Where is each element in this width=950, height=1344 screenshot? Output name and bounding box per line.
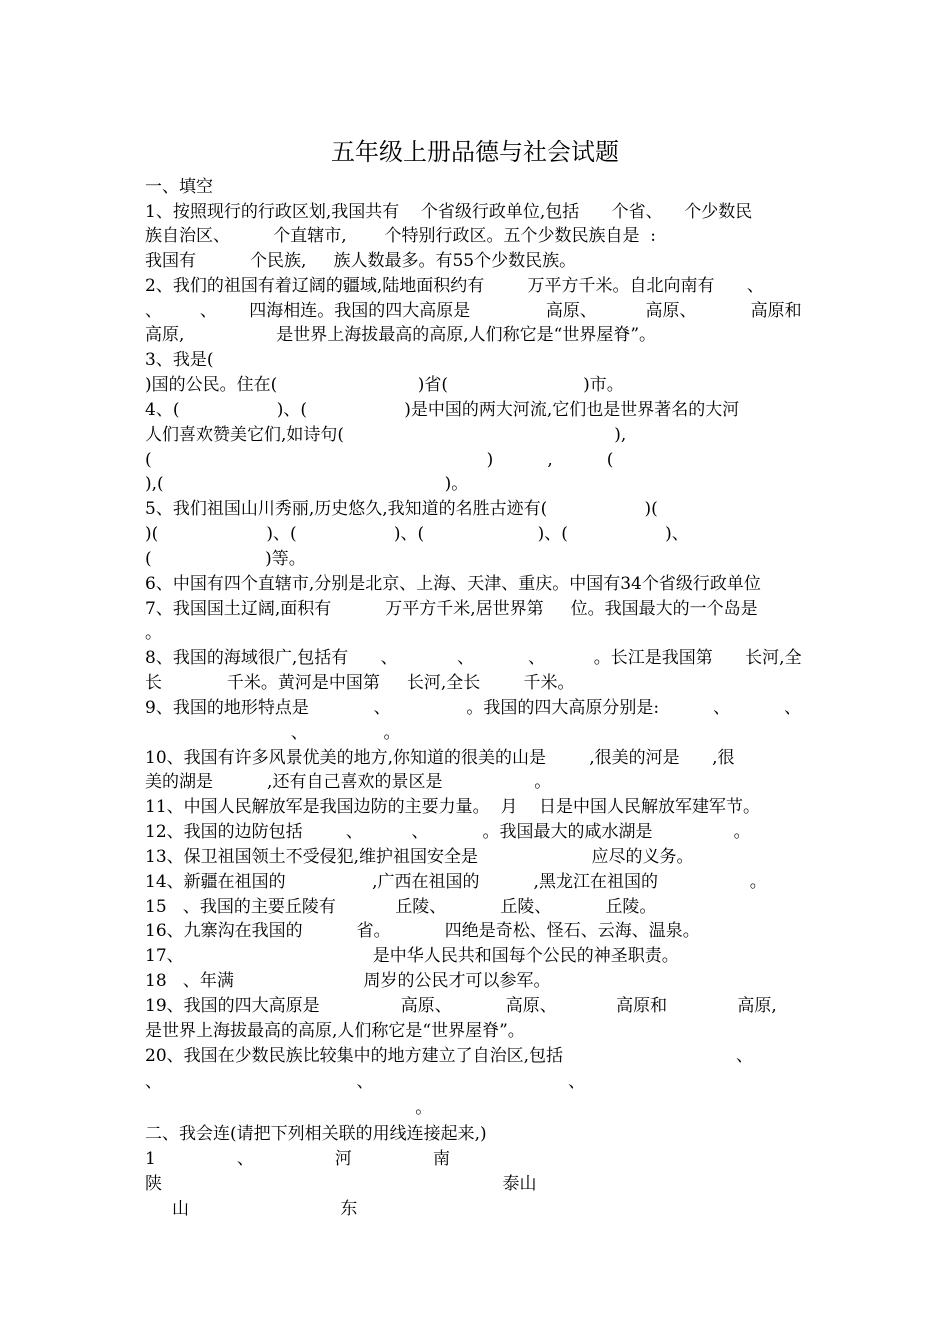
matching-row-1: 1 、 河 南: [145, 1149, 450, 1169]
question-12-line-1: 12、我国的边防包括 、 、 。我国最大的咸水湖是 。: [145, 822, 751, 842]
question-2-line-2: 、 、 四海相连。我国的四大高原是 高原、 高原、 高原和: [145, 301, 802, 321]
question-3-line-1: 3、我是(: [145, 350, 214, 370]
question-13-line-1: 13、保卫祖国领土不受侵犯,维护祖国安全是 应尽的义务。: [145, 847, 694, 867]
section-heading-matching: 二、我会连(请把下列相关联的用线连接起来,): [145, 1124, 487, 1144]
question-4-line-1: 4、( )、( )是中国的两大河流,它们也是世界著名的大河: [145, 400, 740, 420]
question-1-line-3: 我国有 个民族, 族人数最多。有55个少数民族。: [145, 251, 577, 271]
question-2-line-1: 2、我们的祖国有着辽阔的疆域,陆地面积约有 万平方千米。自北向南有 、: [145, 276, 764, 296]
question-19-line-1: 19、我国的四大高原是 高原、 高原、 高原和 高原,: [145, 996, 777, 1016]
question-1-line-2: 族自治区、 个直辖市, 个特别行政区。五个少数民族自是 :: [145, 226, 656, 246]
question-10-line-1: 10、我国有许多风景优美的地方,你知道的很美的山是 ,很美的河是 ,很: [145, 748, 735, 768]
question-7-line-1: 7、我国国土辽阔,面积有 万平方千米,居世界第 位。我国最大的一个岛是: [145, 599, 758, 619]
question-4-line-3: ( ) , (: [145, 450, 614, 470]
question-8-line-2: 长 千米。黄河是中国第 长河,全长 千米。: [145, 673, 575, 693]
question-16-line-1: 16、九寨沟在我国的 省。 四绝是奇松、怪石、云海、温泉。: [145, 921, 700, 941]
question-7-line-2: 。: [145, 623, 162, 643]
matching-row-3: 山 东: [145, 1199, 358, 1219]
question-2-line-3: 高原, 是世界上海拔最高的高原,人们称它是“世界屋脊”。: [145, 325, 657, 345]
question-15-line-1: 15 、我国的主要丘陵有 丘陵、 丘陵、 丘陵。: [145, 897, 657, 917]
question-8-line-1: 8、我国的海域很广,包括有 、 、 、 。长江是我国第 长河,全: [145, 648, 802, 668]
question-14-line-1: 14、新疆在祖国的 ,广西在祖国的 ,黑龙江在祖国的 。: [145, 872, 767, 892]
question-19-line-2: 是世界上海拔最高的高原,人们称它是“世界屋脊”。: [145, 1021, 525, 1041]
question-6-line-1: 6、中国有四个直辖市,分别是北京、上海、天津、重庆。中国有34个省级行政单位: [145, 574, 761, 594]
question-9-line-1: 9、我国的地形特点是 、 。我国的四大高原分别是: 、 、: [145, 698, 802, 718]
question-5-line-2: )( )、( )、( )、( )、: [145, 524, 689, 544]
question-4-line-4: ),( )。: [145, 474, 469, 494]
question-1-line-1: 1、按照现行的行政区划,我国共有 个省级行政单位,包括 个省、 个少数民: [145, 202, 753, 222]
question-5-line-1: 5、我们祖国山川秀丽,历史悠久,我知道的名胜古迹有( )(: [145, 499, 658, 519]
question-17-line-1: 17、 是中华人民共和国每个公民的神圣职责。: [145, 946, 679, 966]
matching-row-2: 陕 泰山: [145, 1174, 537, 1194]
question-20-line-3: 。: [145, 1098, 433, 1118]
question-10-line-2: 美的湖是 ,还有自己喜欢的景区是 。: [145, 772, 552, 792]
question-20-line-1: 20、我国在少数民族比较集中的地方建立了自治区,包括 、: [145, 1046, 753, 1066]
question-5-line-3: ( )等。: [145, 549, 306, 569]
question-20-line-2: 、 、 、: [145, 1072, 586, 1092]
question-11-line-1: 11、中国人民解放军是我国边防的主要力量。 月 日是中国人民解放军建军节。: [145, 797, 761, 817]
question-3-line-2: )国的公民。住在( )省( )市。: [145, 375, 624, 395]
page-title: 五年级上册品德与社会试题: [331, 138, 619, 166]
question-18-line-1: 18 、年满 周岁的公民才可以参军。: [145, 971, 551, 991]
section-heading-fill-blank: 一、填空: [145, 177, 213, 197]
question-9-line-2: 、 。: [145, 723, 401, 743]
question-4-line-2: 人们喜欢赞美它们,如诗句( ),: [145, 425, 627, 445]
